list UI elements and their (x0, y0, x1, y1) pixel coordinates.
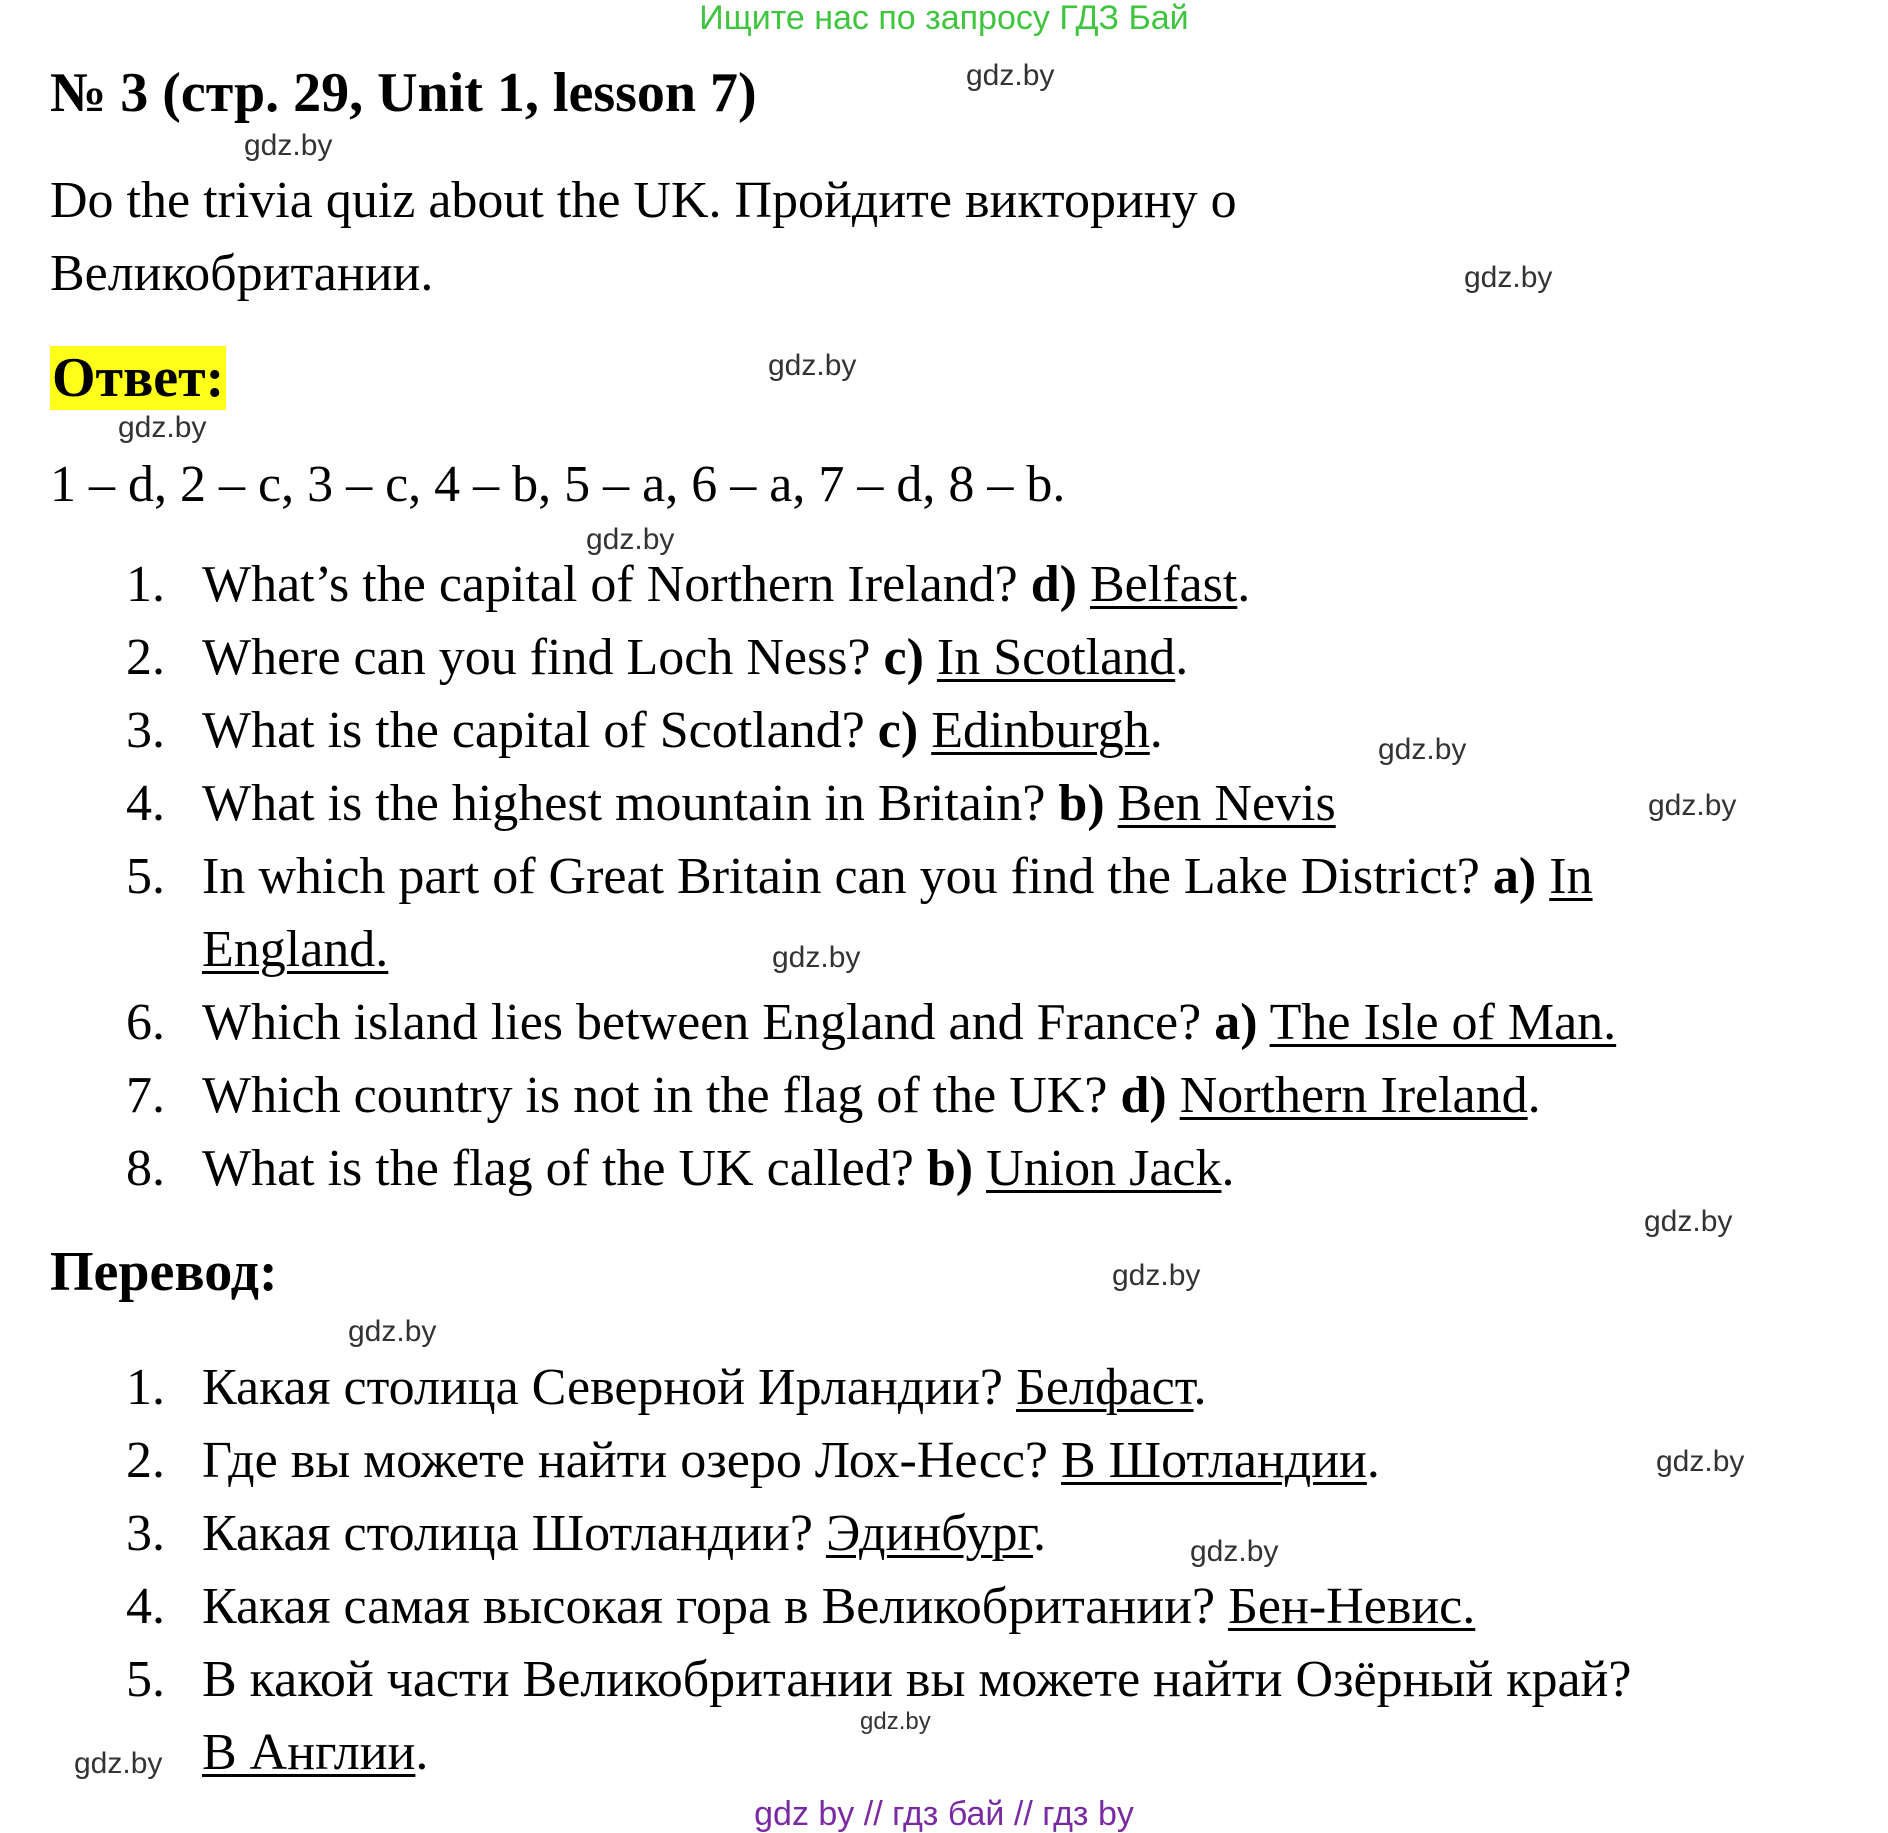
question-text: Where can you find Loch Ness? (202, 629, 871, 686)
item-number: 6. (126, 994, 165, 1051)
item-number: 7. (126, 1067, 165, 1124)
end-mark: . (1175, 629, 1189, 686)
answer-text-part2: England. (202, 921, 389, 978)
end-mark: . (1237, 556, 1251, 613)
translation-text: Какая столица Северной Ирландии? (202, 1359, 1003, 1416)
watermark: gdz.by (586, 523, 675, 556)
watermark: gdz.by (1644, 1205, 1733, 1238)
answer-text: Ben Nevis (1117, 775, 1336, 832)
question-text: What is the highest mountain in Britain? (202, 775, 1046, 832)
watermark: gdz.by (1190, 1535, 1279, 1568)
item-number: 4. (126, 775, 165, 832)
answer-letter: a) (1492, 848, 1537, 905)
end-mark: . (1527, 1067, 1541, 1124)
end-mark: . (1366, 1432, 1380, 1489)
translation-answer: В Шотландии (1061, 1432, 1367, 1489)
answer-key: 1 – d, 2 – c, 3 – c, 4 – b, 5 – a, 6 – a, 7 – d, 8 – b. (50, 456, 1066, 513)
answer-text-part1: In (1549, 848, 1593, 905)
list-item-continuation (202, 913, 388, 986)
watermark: gdz.by (118, 411, 207, 444)
translation-text: Где вы можете найти озеро Лох-Несс? (202, 1432, 1048, 1489)
end-mark: . (1221, 1140, 1235, 1197)
watermark: gdz.by (1378, 733, 1467, 766)
translation-answer: В Англии (202, 1724, 416, 1781)
translation-text: Какая самая высокая гора в Великобритании? (202, 1578, 1216, 1635)
watermark: gdz.by (860, 1708, 931, 1735)
item-number: 5. (126, 848, 165, 905)
item-number: 8. (126, 1140, 165, 1197)
watermark: gdz.by (1656, 1445, 1745, 1478)
answer-letter: c) (883, 629, 924, 686)
item-number: 5. (126, 1651, 165, 1708)
translation-label: Перевод: (50, 1241, 278, 1303)
translation-answer: Бен-Невис. (1228, 1578, 1476, 1635)
watermark: gdz.by (1464, 261, 1553, 294)
watermark: gdz.by (768, 349, 857, 382)
answer-letter: b) (1058, 775, 1105, 832)
item-number: 4. (126, 1578, 165, 1635)
answer-letter: d) (1120, 1067, 1167, 1124)
answer-text: Edinburgh (931, 702, 1150, 759)
end-mark: . (415, 1724, 429, 1781)
item-number: 2. (126, 1432, 165, 1489)
watermark: gdz.by (1112, 1259, 1201, 1292)
answer-letter: c) (877, 702, 919, 759)
question-text: Which country is not in the flag of the UK? (202, 1067, 1108, 1124)
answer-label: Ответ: (52, 347, 225, 409)
top-banner: Ищите нас по запросу ГДЗ Бай (699, 0, 1189, 37)
answer-text: In Scotland (936, 629, 1176, 686)
footer-links: gdz by // гдз бай // гдз by (754, 1795, 1134, 1833)
item-number: 2. (126, 629, 165, 686)
question-text: What’s the capital of Northern Ireland? (202, 556, 1018, 613)
answer-text: The Isle of Man. (1269, 994, 1617, 1051)
item-number: 3. (126, 702, 165, 759)
end-mark: . (1033, 1505, 1047, 1562)
watermark: gdz.by (966, 59, 1055, 92)
answer-letter: d) (1030, 556, 1077, 613)
answer-text: Belfast (1090, 556, 1238, 613)
answer-letter: b) (926, 1140, 974, 1197)
answer-letter: a) (1214, 994, 1258, 1051)
translation-text: Какая столица Шотландии? (202, 1505, 813, 1562)
translation-answer: Белфаст (1015, 1359, 1194, 1416)
watermark: gdz.by (1648, 789, 1737, 822)
question-text: Which island lies between England and France? (202, 994, 1202, 1051)
answer-text: Union Jack (986, 1140, 1222, 1197)
question-text: What is the capital of Scotland? (202, 702, 865, 759)
watermark: gdz.by (772, 941, 861, 974)
translation-answer: Эдинбург (825, 1505, 1034, 1562)
list-item-continuation (202, 1716, 428, 1789)
watermark: gdz.by (74, 1747, 163, 1780)
end-mark: . (1193, 1359, 1207, 1416)
watermark: gdz.by (244, 129, 333, 162)
item-number: 1. (126, 1359, 165, 1416)
question-text: In which part of Great Britain can you find the Lake District? (202, 848, 1480, 905)
task-text: Do the trivia quiz about the UK. Пройдите викторину о Великобритании. (50, 172, 1237, 302)
question-text: What is the flag of the UK called? (202, 1140, 914, 1197)
item-number: 3. (126, 1505, 165, 1562)
translation-text: В какой части Великобритании вы можете найти Озёрный край? (202, 1651, 1632, 1708)
exercise-title: № 3 (стр. 29, Unit 1, lesson 7) (50, 62, 757, 124)
end-mark: . (1149, 702, 1163, 759)
answer-text: Northern Ireland (1179, 1067, 1528, 1124)
item-number: 1. (126, 556, 165, 613)
watermark: gdz.by (348, 1315, 437, 1348)
